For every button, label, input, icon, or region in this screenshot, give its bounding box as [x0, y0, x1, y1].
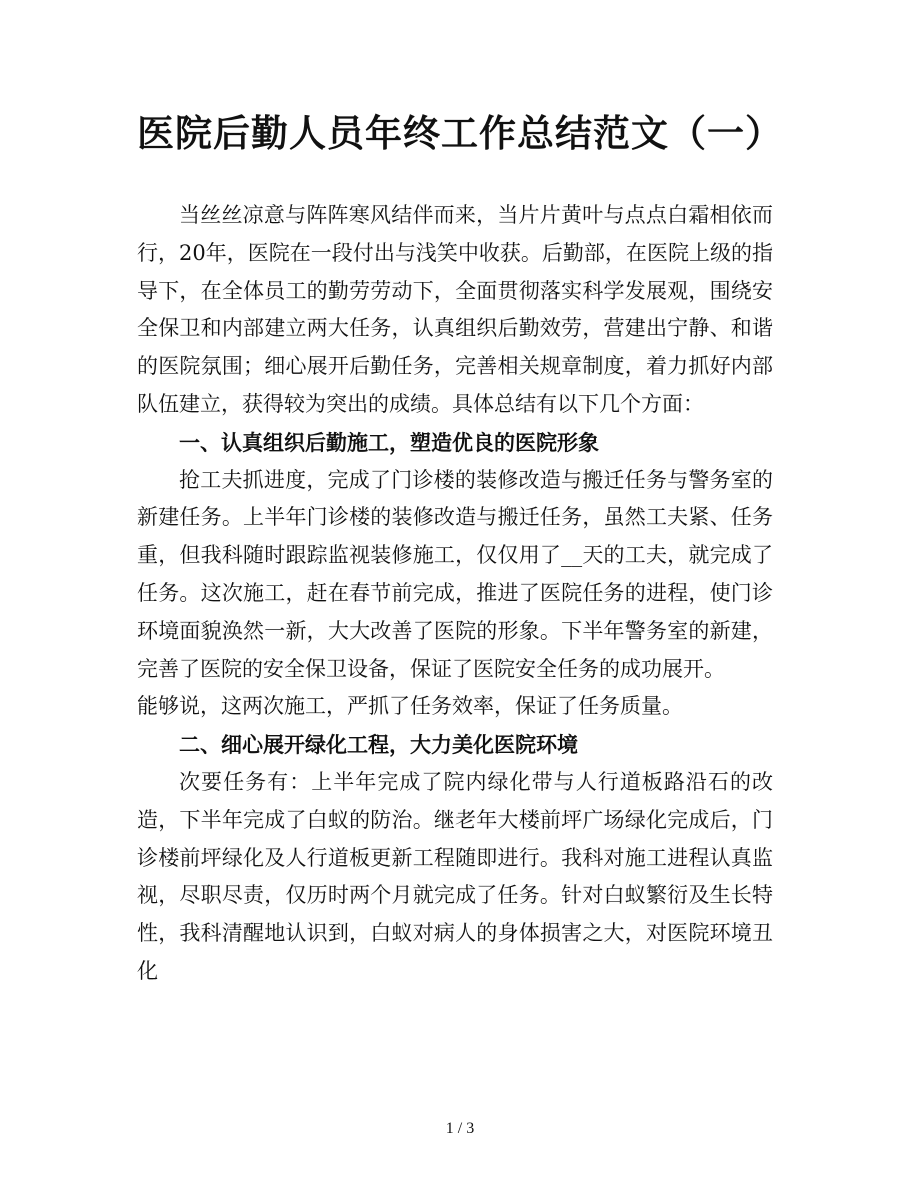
intro-paragraph: 当丝丝凉意与阵阵寒风结伴而来，当片片黄叶与点点白霜相依而行，20年，医院在一段付出与浅笑中收获。后勤部，在医院上级的指导下，在全体员工的勤劳劳动下，全面贯彻落实科学发展观，围绕安全保卫和内部建立两大任务，认真组织后勤效劳，营建出宁静、和谐的医院氛围；细心展开后勤任务，完善相关规章制度，着力抓好内部队伍建立，获得较为突出的成绩。具体总结有以下几个方面： — [137, 203, 773, 416]
page-number: 1 / 3 — [445, 1120, 475, 1137]
section-2-paragraph: 次要任务有：上半年完成了院内绿化带与人行道板路沿石的改造，下半年完成了白蚁的防治。继老年大楼前坪广场绿化完成后，门诊楼前坪绿化及人行道板更新工程随即进行。我科对施工进程认真监视，尽职尽责，仅历时两个月就完成了任务。针对白蚁繁衍及生长特性，我科清醒地认识到，白蚁对病人的身体损害之大，对医院环境丑化 — [137, 769, 773, 983]
section-1-paragraph: 抢工夫抓进度，完成了门诊楼的装修改造与搬迁任务与警务室的新建任务。上半年门诊楼的装修改造与搬迁任务，虽然工夫紧、任务重，但我科随时跟踪监视装修施工，仅仅用了__天的工夫，就完成了任务。这次施工，赶在春节前完成，推进了医院任务的进程，使门诊环境面貌涣然一新，大大改善了医院的形象。下半年警务室的新建，完善了医院的安全保卫设备，保证了医院安全任务的成功展开。 — [137, 467, 773, 681]
section-1-conclusion: 能够说，这两次施工，严抓了任务效率，保证了任务质量。 — [137, 694, 683, 719]
document-title: 医院后勤人员年终工作总结范文（一） — [137, 111, 783, 155]
section-heading-1: 一、认真组织后勤施工，塑造优良的医院形象 — [179, 429, 599, 455]
section-heading-2: 二、细心展开绿化工程，大力美化医院环境 — [179, 732, 578, 758]
document-body — [137, 197, 773, 991]
